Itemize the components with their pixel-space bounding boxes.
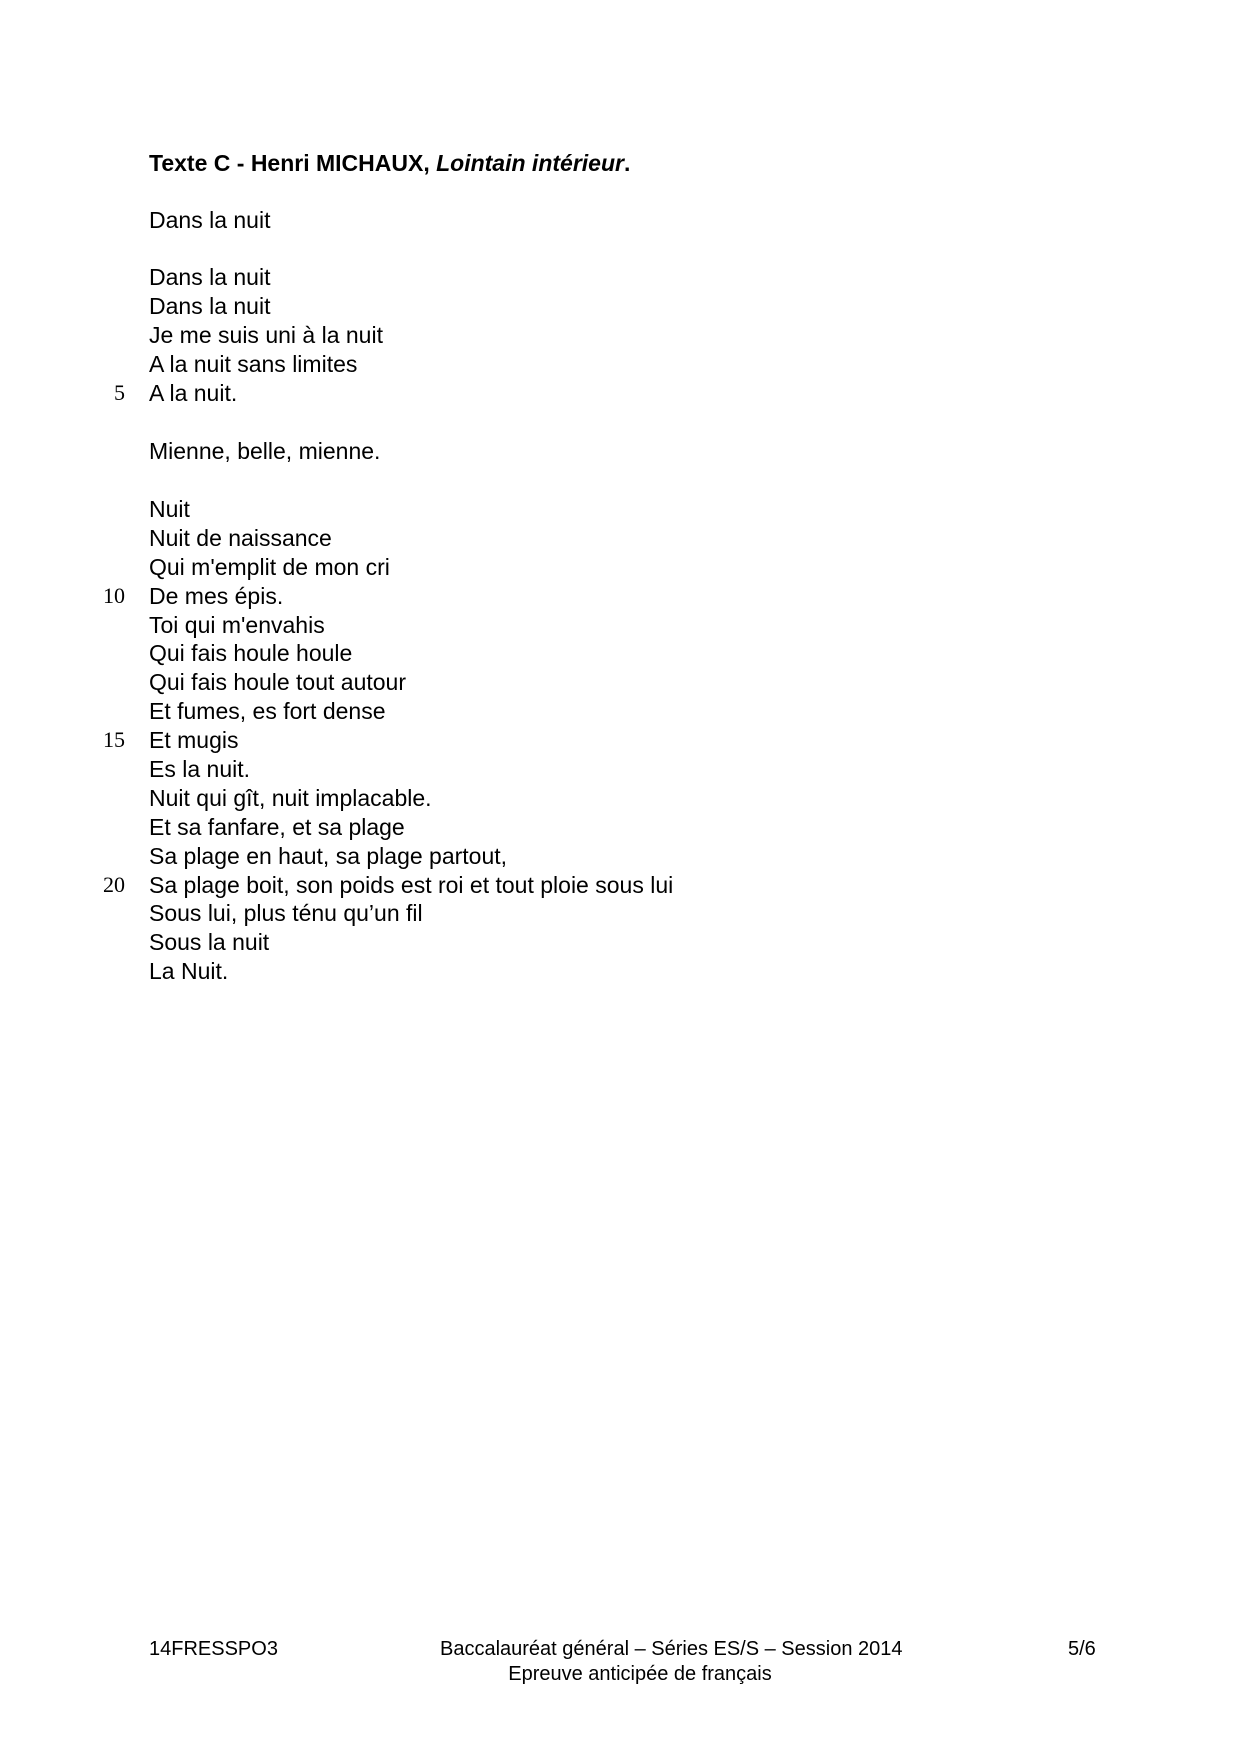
poem-line-text: Qui m'emplit de mon cri xyxy=(149,553,390,580)
poem-line-text: Sous lui, plus ténu qu’un fil xyxy=(149,900,423,927)
poem-line xyxy=(149,495,673,524)
line-number: 10 xyxy=(103,582,125,608)
poem-line-text: Dans la nuit xyxy=(149,264,271,290)
line-number: 15 xyxy=(103,727,125,753)
poem-line xyxy=(149,813,673,842)
stanza-1 xyxy=(114,263,383,407)
poem-line xyxy=(149,668,673,697)
poem-line-text: Nuit qui gît, nuit implacable. xyxy=(149,784,432,811)
poem-line xyxy=(149,755,673,784)
poem-line xyxy=(103,582,673,611)
poem-line xyxy=(114,379,383,408)
footer-page-number: 5/6 xyxy=(1068,1638,1096,1660)
poem-line-text: Es la nuit. xyxy=(149,756,250,783)
poem-line xyxy=(149,784,673,813)
poem-line-text: Sous la nuit xyxy=(149,929,270,956)
poem-line xyxy=(149,899,673,928)
poem-line xyxy=(149,321,383,350)
text-heading xyxy=(149,148,630,178)
poem-line-text: Qui fais houle tout autour xyxy=(149,669,406,696)
poem-line-text: Je me suis uni à la nuit xyxy=(149,321,383,348)
poem-line-text: Nuit xyxy=(149,496,190,522)
poem-title: Dans la nuit xyxy=(149,207,271,233)
poem-line xyxy=(149,697,673,726)
poem-line xyxy=(149,842,673,871)
heading-author: Texte C - Henri MICHAUX, xyxy=(149,150,437,176)
poem-line-text: Qui fais houle houle xyxy=(149,640,353,667)
stanza-3 xyxy=(103,495,674,986)
poem-line xyxy=(149,524,673,553)
stanza-2 xyxy=(149,437,380,466)
poem-line xyxy=(149,957,673,986)
line-number: 20 xyxy=(103,871,125,897)
poem-line xyxy=(149,437,380,466)
poem-line-text: Nuit de naissance xyxy=(149,524,332,551)
footer-exam-subject: Epreuve anticipée de français xyxy=(508,1663,772,1685)
poem-line-text: Mienne, belle, mienne. xyxy=(149,438,381,464)
poem-line-text: Et mugis xyxy=(149,727,239,754)
line-number: 5 xyxy=(114,379,125,405)
poem-line-text: De mes épis. xyxy=(149,582,284,609)
poem-line xyxy=(149,350,383,379)
poem-line xyxy=(103,726,673,755)
footer-exam-info xyxy=(440,1637,903,1687)
poem-line-text: Sa plage boit, son poids est roi et tout ploie sous lui xyxy=(149,871,674,898)
poem-line xyxy=(149,553,673,582)
poem-line-text: A la nuit sans limites xyxy=(149,350,358,377)
poem-line xyxy=(149,292,383,321)
poem-line xyxy=(149,611,673,640)
footer-exam-session: Baccalauréat général – Séries ES/S – Session 2014 xyxy=(440,1638,903,1660)
poem-line xyxy=(149,639,673,668)
poem-line xyxy=(149,928,673,957)
poem-line xyxy=(149,263,383,292)
poem-line-text: Et sa fanfare, et sa plage xyxy=(149,813,405,840)
poem-line-text: Toi qui m'envahis xyxy=(149,611,325,638)
heading-period: . xyxy=(623,150,631,176)
poem-line-text: A la nuit. xyxy=(149,379,238,406)
poem-line-text: Sa plage en haut, sa plage partout, xyxy=(149,842,508,869)
footer-document-code: 14FRESSPO3 xyxy=(149,1638,278,1660)
poem-line-text: Et fumes, es fort dense xyxy=(149,698,386,725)
heading-work-title: Lointain intérieur xyxy=(436,150,624,176)
poem-line xyxy=(103,871,674,900)
poem-line-text: Dans la nuit xyxy=(149,292,271,319)
poem-line-text: La Nuit. xyxy=(149,958,229,985)
